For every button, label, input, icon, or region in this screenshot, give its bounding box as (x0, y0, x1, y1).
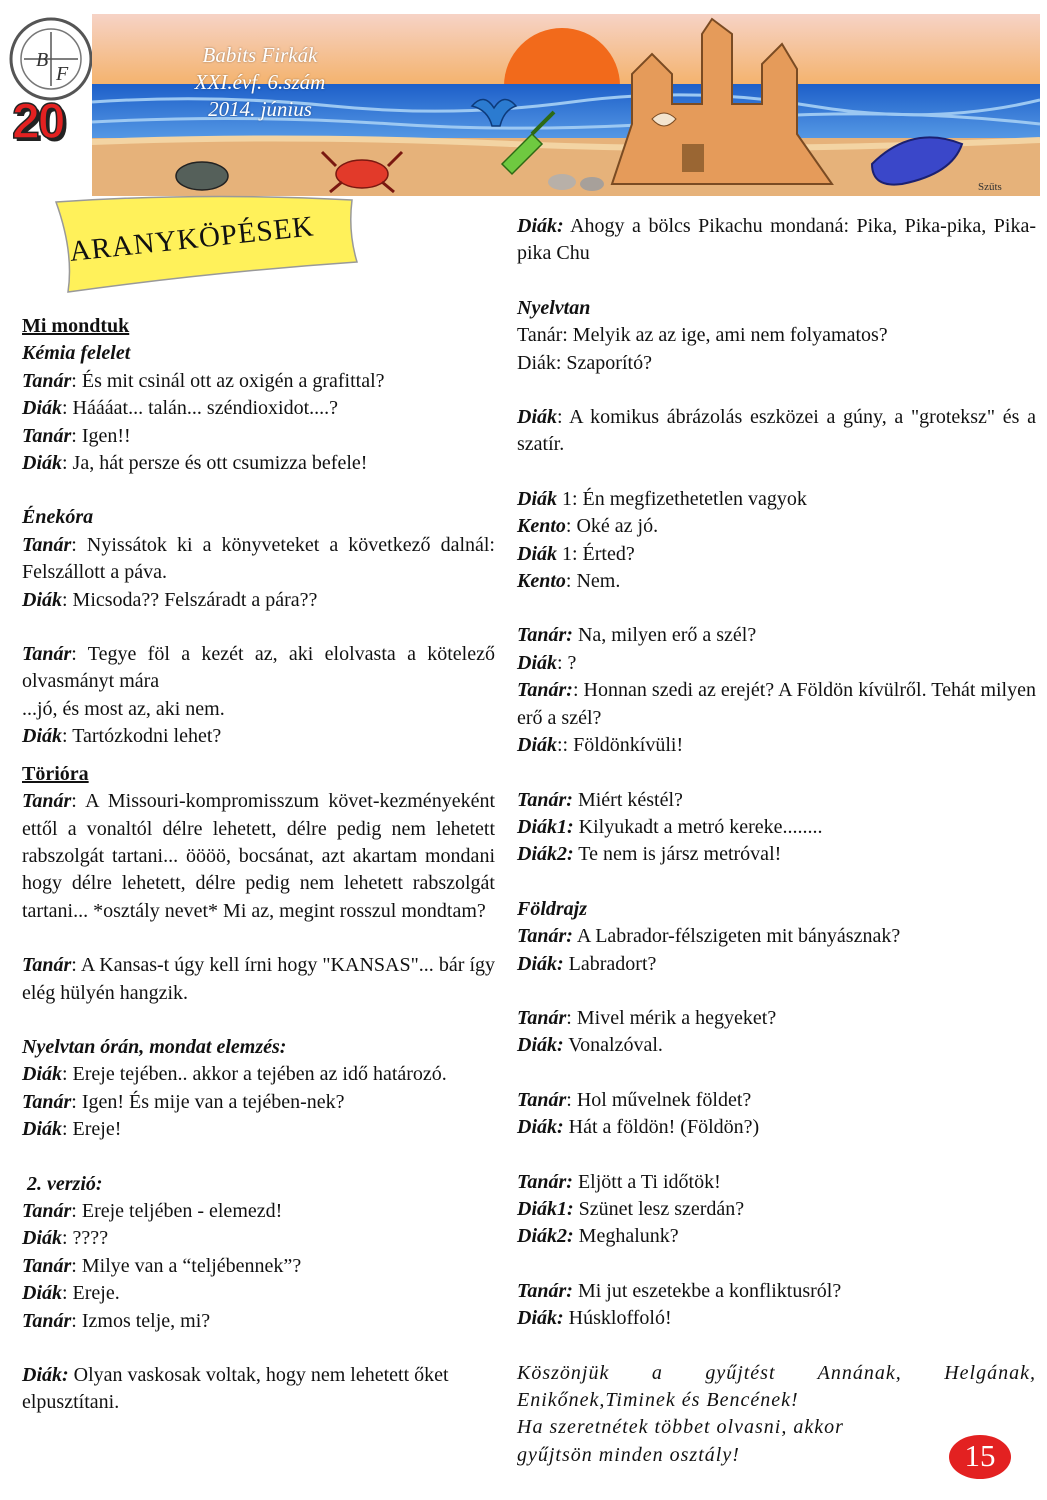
column-heading: Mi mondtuk (22, 315, 130, 337)
nyelvtan-elemzes-title: Nyelvtan órán, mondat elemzés: (22, 1035, 287, 1058)
dialogue-line: Diák: Ahogy a bölcs Pikachu mondaná: Pika, Pika-pika, Pika-pika Chu (517, 215, 1036, 265)
dialogue-line: Tanár: Mi jut eszetekbe a konfliktusról? (517, 1279, 842, 1302)
dialogue-line: Kento: Oké az jó. (517, 515, 659, 538)
section-title: ARANYKÖPÉSEK (68, 210, 316, 268)
toriora-title: Törióra (22, 762, 89, 785)
dialogue-line: Tanár: Izmos telje, mi? (22, 1309, 211, 1332)
dialogue-line: Tanár: A Missouri-kompromisszum követ-kezményeként ettől a vonaltól délre lehetett, délre pedig nem lehetett rabszolgát tartani... öööö, bocsánat, azt akartam mondani hogy délre lehetett, délre pedig nem lehetett rabszolgát tartani... *osztály nevet* Mi az, megint rosszul mondtam? (22, 790, 495, 922)
svg-text:Szűts: Szűts (978, 181, 1002, 193)
dialogue-line: Diák: Húskloffoló! (517, 1307, 672, 1330)
dialogue-line: Diák: Olyan vaskosak voltak, hogy nem lehetett őket elpusztítani. (22, 1364, 449, 1414)
dialogue-line: Tanár: Tegye föl a kezét az, aki elolvasta a kötelező olvasmányt mára (22, 643, 495, 693)
dialogue-line: Tanár: Eljött a Ti időtök! (517, 1170, 721, 1193)
dialogue-line: Diák: Micsoda?? Felszáradt a pára?? (22, 588, 318, 611)
dialogue-line: Tanár: Igen!! (22, 424, 131, 447)
dialogue-line: Diák: Ereje tejében.. akkor a tejében az idő határozó. (22, 1063, 447, 1086)
dialogue-line: Tanár: Ereje teljében - elemezd! (22, 1199, 283, 1222)
dialogue-line: Tanár: Miért késtél? (517, 788, 683, 811)
dialogue-line: Diák: Szaporító? (517, 351, 652, 374)
page-number-footer: 15 (964, 1438, 996, 1473)
dialogue-line: Tanár: A Kansas-t úgy kell írni hogy "KANSAS"... bár így elég hülyén hangzik. (22, 954, 495, 1004)
dialogue-line: Tanár: Igen! És mije van a tejében-nek? (22, 1090, 345, 1113)
dialogue-line: Diák: Ereje. (22, 1282, 120, 1305)
verzio2-title: 2. verzió: (27, 1172, 103, 1195)
dialogue-line: Diák: Ja, hát persze és ott csumizza befele! (22, 452, 368, 475)
dialogue-line: Diák: Háááat... talán... széndioxidot....? (22, 397, 339, 420)
dialogue-line: Diák1: Kilyukadt a metró kereke........ (517, 815, 823, 838)
enekora-title: Énekóra (22, 506, 94, 529)
dialogue-line: Tanár: Mivel mérik a hegyeket? (517, 1006, 777, 1029)
magazine-name: Babits Firkák (202, 43, 318, 67)
dialogue-line: Tanár: Milye van a “teljébennek”? (22, 1254, 302, 1277)
dialogue-line: ...jó, és most az, aki nem. (22, 697, 225, 720)
nyelvtan-title: Nyelvtan (517, 296, 591, 319)
dialogue-line: Diák: Ereje! (22, 1118, 122, 1141)
dialogue-line: Diák: ???? (22, 1227, 109, 1250)
thanks-note: Köszönjük a gyűjtést Annának, Helgának, Enikőnek,Timinek és Bencének! (517, 1361, 1036, 1411)
dialogue-line: Tanár: És mit csinál ott az oxigén a grafittal? (22, 369, 385, 392)
volume-number: XXI.évf. 6.szám (194, 70, 326, 94)
kemia-title: Kémia felelet (22, 342, 131, 365)
dialogue-line: Diák: A komikus ábrázolás eszközei a gúny, a "groteksz" és a szatír. (517, 406, 1036, 456)
dialogue-line: Diák 1: Én megfizethetetlen vagyok (517, 487, 807, 510)
dialogue-line: Diák: Labradort? (517, 952, 657, 975)
dialogue-line: Tanár:: Honnan szedi az erejét? A Földön kívülről. Tehát milyen erő a szél? (517, 679, 1036, 729)
page-number: 20 (12, 93, 64, 149)
dialogue-line: Diák: Tartózkodni lehet? (22, 725, 222, 748)
right-column (517, 213, 1036, 1469)
dialogue-line: Kento: Nem. (517, 570, 621, 593)
dialogue-line: Diák: Hát a földön! (Földön?) (517, 1116, 760, 1139)
logo-letters: B (36, 49, 49, 71)
dialogue-line: Tanár: Hol művelnek földet? (517, 1088, 752, 1111)
dialogue-line: Diák 1: Érted? (517, 542, 635, 565)
dialogue-line: Tanár: Na, milyen erő a szél? (517, 624, 757, 647)
foldrajz-title: Földrajz (517, 897, 588, 920)
dialogue-line: Tanár: A Labrador-félszigeten mit bányásznak? (517, 925, 901, 948)
thanks-note-2: Ha szeretnétek többet olvasni, akkor gyűjtsön minden osztály! (517, 1416, 844, 1466)
dialogue-line: Tanár: Nyissátok ki a könyveteket a következő dalnál: Felszállott a páva. (22, 533, 495, 584)
dialogue-line: Diák2: Meghalunk? (517, 1225, 679, 1248)
dialogue-line: Diák:: Földönkívüli! (517, 734, 684, 757)
dialogue-line: Diák1: Szünet lesz szerdán? (517, 1197, 745, 1220)
svg-text:F: F (56, 63, 69, 85)
dialogue-line: Tanár: Melyik az az ige, ami nem folyamatos? (517, 324, 888, 347)
left-column (22, 313, 495, 1417)
issue-info (150, 42, 370, 123)
dialogue-line: Diák: Vonalzóval. (517, 1034, 663, 1057)
dialogue-line: Diák: ? (517, 651, 577, 674)
dialogue-line: Diák2: Te nem is jársz metróval! (517, 843, 782, 866)
issue-date: 2014. június (208, 97, 312, 121)
